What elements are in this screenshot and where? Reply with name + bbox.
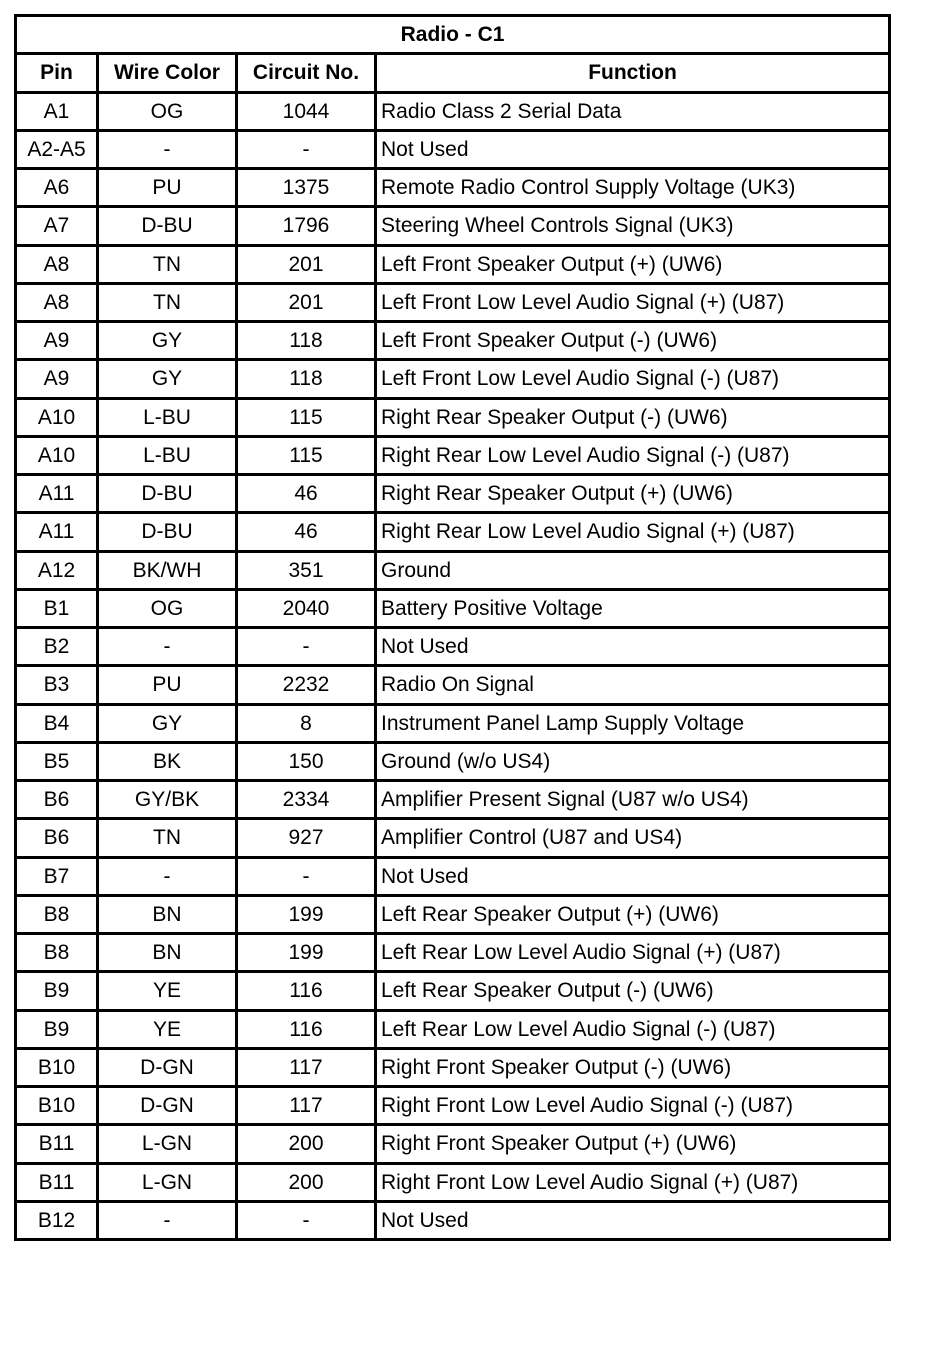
cell-function: Radio On Signal: [376, 666, 890, 704]
table-row: [16, 92, 890, 130]
cell-circuit-no: 201: [237, 245, 376, 283]
cell-circuit-no: 1796: [237, 207, 376, 245]
table-row: [16, 322, 890, 360]
cell-function: Amplifier Control (U87 and US4): [376, 819, 890, 857]
cell-pin: B10: [16, 1048, 98, 1086]
table-row: [16, 551, 890, 589]
cell-wire-color: PU: [98, 666, 237, 704]
cell-wire-color: YE: [98, 972, 237, 1010]
cell-pin: B11: [16, 1163, 98, 1201]
cell-function: Ground (w/o US4): [376, 742, 890, 780]
cell-pin: A8: [16, 283, 98, 321]
cell-circuit-no: 118: [237, 360, 376, 398]
cell-function: Ground: [376, 551, 890, 589]
cell-function: Steering Wheel Controls Signal (UK3): [376, 207, 890, 245]
table-row: [16, 1010, 890, 1048]
cell-function: Left Rear Speaker Output (-) (UW6): [376, 972, 890, 1010]
cell-pin: B5: [16, 742, 98, 780]
cell-pin: A6: [16, 169, 98, 207]
table-row: [16, 513, 890, 551]
table-row: [16, 704, 890, 742]
cell-wire-color: L-GN: [98, 1125, 237, 1163]
cell-circuit-no: 116: [237, 1010, 376, 1048]
cell-wire-color: L-GN: [98, 1163, 237, 1201]
cell-wire-color: -: [98, 857, 237, 895]
cell-pin: B9: [16, 972, 98, 1010]
cell-wire-color: OG: [98, 92, 237, 130]
table-row: [16, 283, 890, 321]
connector-table-container: [14, 14, 888, 1241]
cell-circuit-no: 46: [237, 475, 376, 513]
cell-pin: B9: [16, 1010, 98, 1048]
cell-wire-color: GY: [98, 704, 237, 742]
cell-circuit-no: 200: [237, 1125, 376, 1163]
table-row: [16, 475, 890, 513]
header-wire-color: Wire Color: [98, 54, 237, 92]
cell-pin: B12: [16, 1201, 98, 1239]
cell-function: Right Rear Low Level Audio Signal (+) (U87): [376, 513, 890, 551]
cell-circuit-no: -: [237, 857, 376, 895]
table-row: [16, 436, 890, 474]
cell-wire-color: TN: [98, 245, 237, 283]
cell-wire-color: OG: [98, 589, 237, 627]
cell-wire-color: D-GN: [98, 1087, 237, 1125]
cell-function: Right Rear Low Level Audio Signal (-) (U87): [376, 436, 890, 474]
cell-pin: A9: [16, 360, 98, 398]
cell-wire-color: PU: [98, 169, 237, 207]
cell-wire-color: TN: [98, 819, 237, 857]
table-row: [16, 1048, 890, 1086]
cell-function: Right Rear Speaker Output (-) (UW6): [376, 398, 890, 436]
cell-circuit-no: 351: [237, 551, 376, 589]
cell-pin: A10: [16, 436, 98, 474]
cell-wire-color: BN: [98, 934, 237, 972]
table-row: [16, 819, 890, 857]
cell-circuit-no: 1375: [237, 169, 376, 207]
header-circuit-no: Circuit No.: [237, 54, 376, 92]
cell-pin: B8: [16, 934, 98, 972]
cell-wire-color: L-BU: [98, 398, 237, 436]
cell-pin: B1: [16, 589, 98, 627]
cell-circuit-no: -: [237, 628, 376, 666]
cell-circuit-no: 118: [237, 322, 376, 360]
table-row: [16, 245, 890, 283]
cell-circuit-no: -: [237, 1201, 376, 1239]
cell-pin: B6: [16, 819, 98, 857]
cell-pin: B4: [16, 704, 98, 742]
cell-wire-color: -: [98, 628, 237, 666]
cell-wire-color: L-BU: [98, 436, 237, 474]
cell-function: Left Rear Low Level Audio Signal (-) (U87): [376, 1010, 890, 1048]
table-row: [16, 130, 890, 168]
cell-circuit-no: -: [237, 130, 376, 168]
cell-circuit-no: 115: [237, 398, 376, 436]
table-row: [16, 934, 890, 972]
cell-function: Right Front Speaker Output (+) (UW6): [376, 1125, 890, 1163]
cell-circuit-no: 927: [237, 819, 376, 857]
cell-function: Battery Positive Voltage: [376, 589, 890, 627]
table-row: [16, 1163, 890, 1201]
cell-wire-color: GY: [98, 360, 237, 398]
cell-function: Radio Class 2 Serial Data: [376, 92, 890, 130]
cell-circuit-no: 116: [237, 972, 376, 1010]
cell-pin: A10: [16, 398, 98, 436]
table-row: [16, 360, 890, 398]
cell-pin: B11: [16, 1125, 98, 1163]
cell-circuit-no: 150: [237, 742, 376, 780]
cell-circuit-no: 199: [237, 895, 376, 933]
table-row: [16, 589, 890, 627]
cell-function: Right Rear Speaker Output (+) (UW6): [376, 475, 890, 513]
cell-circuit-no: 46: [237, 513, 376, 551]
header-function: Function: [376, 54, 890, 92]
cell-pin: A2-A5: [16, 130, 98, 168]
table-row: [16, 398, 890, 436]
cell-pin: A11: [16, 475, 98, 513]
cell-pin: A8: [16, 245, 98, 283]
cell-circuit-no: 1044: [237, 92, 376, 130]
table-row: [16, 628, 890, 666]
cell-function: Left Front Speaker Output (-) (UW6): [376, 322, 890, 360]
cell-wire-color: BK/WH: [98, 551, 237, 589]
cell-pin: A7: [16, 207, 98, 245]
cell-wire-color: GY: [98, 322, 237, 360]
cell-function: Right Front Low Level Audio Signal (+) (U87): [376, 1163, 890, 1201]
cell-wire-color: -: [98, 1201, 237, 1239]
cell-circuit-no: 200: [237, 1163, 376, 1201]
table-title-row: [16, 16, 890, 54]
cell-pin: B6: [16, 781, 98, 819]
cell-circuit-no: 115: [237, 436, 376, 474]
table-row: [16, 781, 890, 819]
cell-pin: B7: [16, 857, 98, 895]
cell-function: Not Used: [376, 857, 890, 895]
cell-wire-color: D-BU: [98, 513, 237, 551]
cell-function: Left Rear Speaker Output (+) (UW6): [376, 895, 890, 933]
table-row: [16, 1201, 890, 1239]
cell-wire-color: YE: [98, 1010, 237, 1048]
cell-pin: A1: [16, 92, 98, 130]
table-row: [16, 1125, 890, 1163]
cell-circuit-no: 2334: [237, 781, 376, 819]
table-row: [16, 857, 890, 895]
cell-function: Left Front Low Level Audio Signal (-) (U87): [376, 360, 890, 398]
table-row: [16, 666, 890, 704]
cell-circuit-no: 8: [237, 704, 376, 742]
cell-pin: A11: [16, 513, 98, 551]
table-row: [16, 169, 890, 207]
cell-function: Right Front Speaker Output (-) (UW6): [376, 1048, 890, 1086]
table-body: [16, 92, 890, 1240]
cell-function: Amplifier Present Signal (U87 w/o US4): [376, 781, 890, 819]
cell-wire-color: D-BU: [98, 475, 237, 513]
cell-function: Not Used: [376, 130, 890, 168]
cell-function: Not Used: [376, 1201, 890, 1239]
cell-circuit-no: 2232: [237, 666, 376, 704]
cell-wire-color: -: [98, 130, 237, 168]
cell-pin: A9: [16, 322, 98, 360]
cell-circuit-no: 201: [237, 283, 376, 321]
cell-pin: B10: [16, 1087, 98, 1125]
cell-function: Not Used: [376, 628, 890, 666]
cell-pin: B8: [16, 895, 98, 933]
table-row: [16, 742, 890, 780]
cell-circuit-no: 199: [237, 934, 376, 972]
cell-function: Remote Radio Control Supply Voltage (UK3): [376, 169, 890, 207]
cell-wire-color: BK: [98, 742, 237, 780]
cell-function: Right Front Low Level Audio Signal (-) (U87): [376, 1087, 890, 1125]
cell-wire-color: BN: [98, 895, 237, 933]
cell-wire-color: TN: [98, 283, 237, 321]
cell-function: Left Front Speaker Output (+) (UW6): [376, 245, 890, 283]
cell-pin: A12: [16, 551, 98, 589]
table-row: [16, 1087, 890, 1125]
cell-pin: B3: [16, 666, 98, 704]
cell-circuit-no: 117: [237, 1087, 376, 1125]
table-row: [16, 972, 890, 1010]
table-row: [16, 207, 890, 245]
cell-wire-color: GY/BK: [98, 781, 237, 819]
cell-wire-color: D-GN: [98, 1048, 237, 1086]
cell-circuit-no: 117: [237, 1048, 376, 1086]
header-pin: Pin: [16, 54, 98, 92]
table-header-row: [16, 54, 890, 92]
cell-pin: B2: [16, 628, 98, 666]
cell-function: Instrument Panel Lamp Supply Voltage: [376, 704, 890, 742]
cell-wire-color: D-BU: [98, 207, 237, 245]
cell-circuit-no: 2040: [237, 589, 376, 627]
cell-function: Left Rear Low Level Audio Signal (+) (U87): [376, 934, 890, 972]
table-row: [16, 895, 890, 933]
cell-function: Left Front Low Level Audio Signal (+) (U87): [376, 283, 890, 321]
connector-pinout-table: [14, 14, 891, 1241]
table-title: Radio - C1: [16, 16, 890, 54]
